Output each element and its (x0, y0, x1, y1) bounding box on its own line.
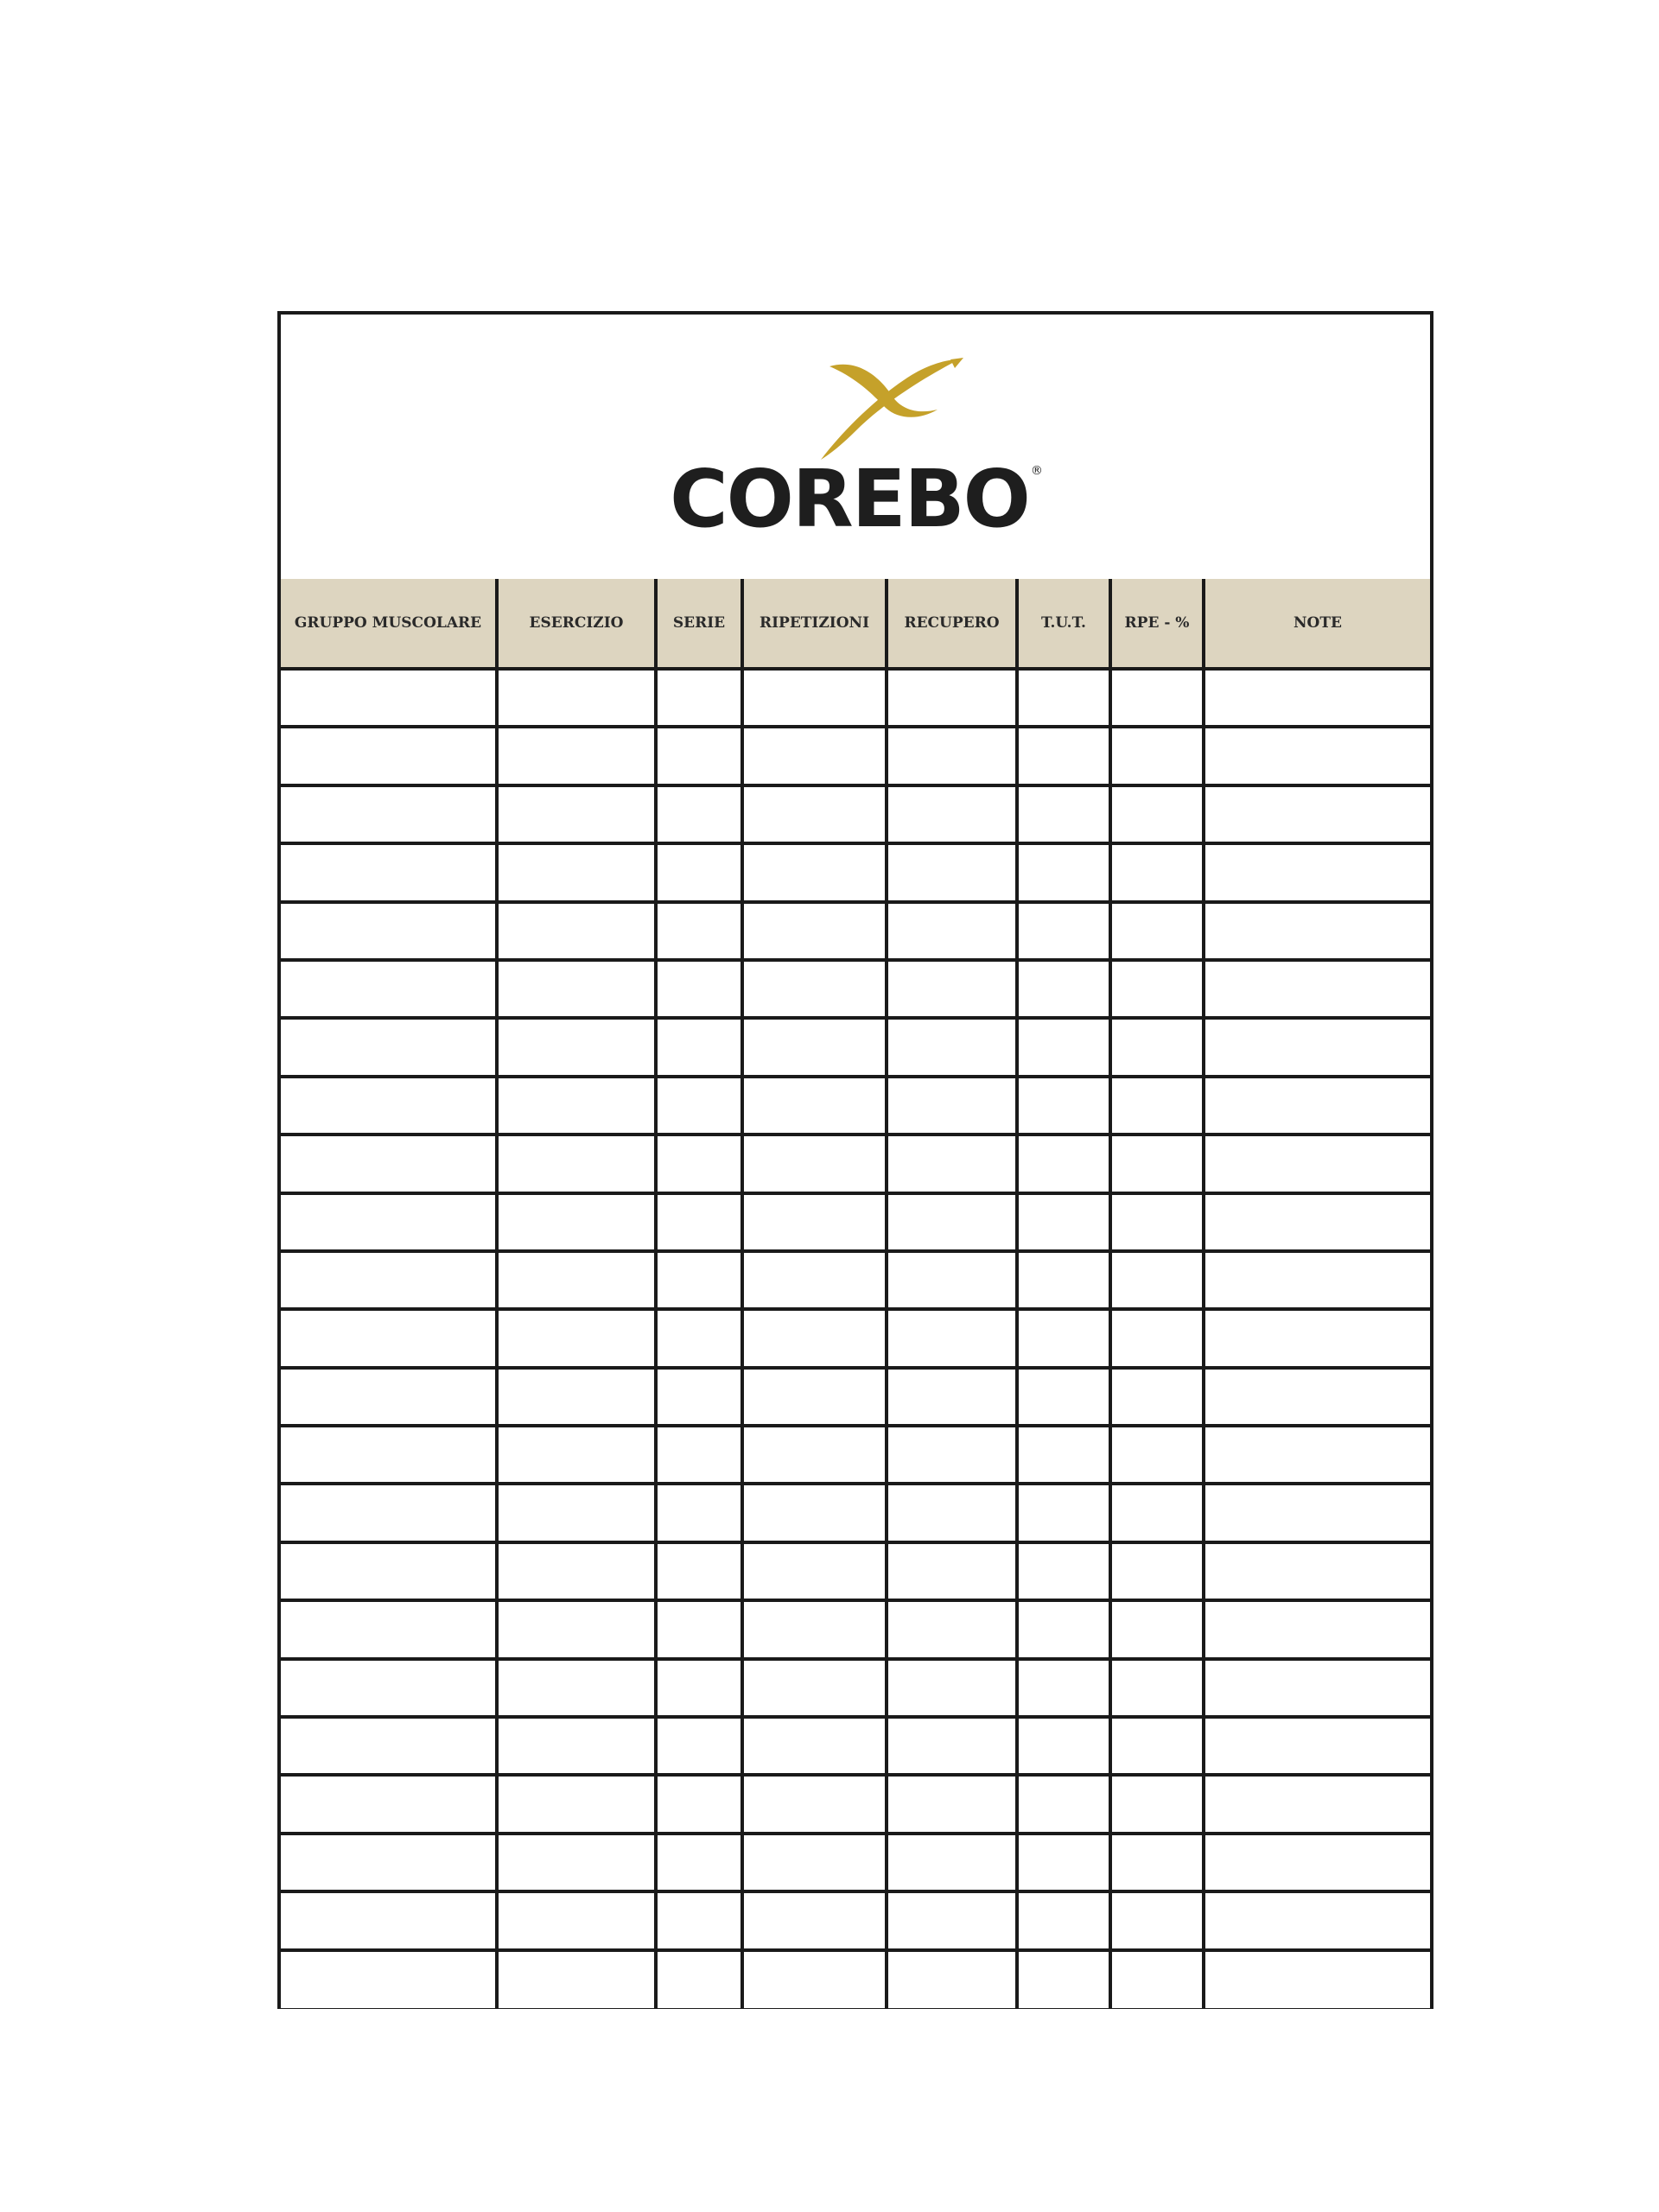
table-row (281, 1717, 1430, 1775)
table-cell[interactable] (1017, 1309, 1110, 1367)
corebo-x-swoosh-icon (791, 349, 972, 461)
table-cell[interactable] (497, 1484, 656, 1541)
table-cell[interactable] (281, 1193, 497, 1251)
table-cell[interactable] (742, 1542, 887, 1600)
table-cell[interactable] (1110, 1542, 1204, 1600)
table-cell[interactable] (497, 843, 656, 901)
table-cell[interactable] (656, 727, 742, 785)
table-row (281, 1251, 1430, 1309)
table-cell[interactable] (887, 843, 1017, 901)
table-cell[interactable] (656, 843, 742, 901)
table-cell[interactable] (887, 1891, 1017, 1949)
table-cell[interactable] (1017, 843, 1110, 901)
table-cell[interactable] (281, 1368, 497, 1426)
table-cell[interactable] (1110, 843, 1204, 901)
table-cell[interactable] (1017, 1775, 1110, 1833)
table-cell[interactable] (742, 1659, 887, 1717)
table-cell[interactable] (656, 1193, 742, 1251)
table-cell[interactable] (281, 1834, 497, 1891)
column-header-esercizio: ESERCIZIO (497, 579, 656, 669)
table-cell[interactable] (1017, 1251, 1110, 1309)
table-cell[interactable] (281, 1077, 497, 1135)
table-cell[interactable] (1017, 1426, 1110, 1484)
logo-area (281, 315, 1430, 582)
table-cell[interactable] (497, 1018, 656, 1076)
table-cell[interactable] (887, 1018, 1017, 1076)
table-cell[interactable] (656, 1600, 742, 1658)
table-header-row (281, 579, 1430, 669)
table-cell[interactable] (887, 1193, 1017, 1251)
table-cell[interactable] (497, 785, 656, 843)
table-row (281, 1542, 1430, 1600)
table-row (281, 1891, 1430, 1949)
table-cell[interactable] (281, 1426, 497, 1484)
table-cell[interactable] (656, 1251, 742, 1309)
table-cell[interactable] (1110, 902, 1204, 960)
table-cell[interactable] (1110, 1950, 1204, 2008)
column-header-recupero: RECUPERO (887, 579, 1017, 669)
table-cell[interactable] (656, 1426, 742, 1484)
table-cell[interactable] (281, 785, 497, 843)
table-cell[interactable] (1110, 785, 1204, 843)
table-cell[interactable] (742, 1834, 887, 1891)
table-cell[interactable] (656, 1018, 742, 1076)
table-cell[interactable] (656, 902, 742, 960)
table-cell[interactable] (742, 1135, 887, 1192)
table-cell[interactable] (742, 1426, 887, 1484)
table-row (281, 1018, 1430, 1076)
table-cell[interactable] (1204, 1775, 1430, 1833)
table-cell[interactable] (742, 785, 887, 843)
table-cell[interactable] (1017, 902, 1110, 960)
table-cell[interactable] (656, 1077, 742, 1135)
table-cell[interactable] (497, 1426, 656, 1484)
table-cell[interactable] (656, 1309, 742, 1367)
table-cell[interactable] (281, 843, 497, 901)
table-cell[interactable] (1110, 1891, 1204, 1949)
brand-name: COREBO (670, 453, 1029, 545)
table-cell[interactable] (281, 960, 497, 1018)
column-header-rpe: RPE - % (1110, 579, 1204, 669)
table-cell[interactable] (1017, 1834, 1110, 1891)
table-row (281, 1484, 1430, 1541)
table-cell[interactable] (742, 1950, 887, 2008)
table-cell[interactable] (1204, 1659, 1430, 1717)
table-cell[interactable] (742, 669, 887, 727)
table-cell[interactable] (1017, 1368, 1110, 1426)
registered-mark: ® (1030, 464, 1041, 478)
table-cell[interactable] (742, 1717, 887, 1775)
table-row (281, 1368, 1430, 1426)
table-cell[interactable] (1017, 1193, 1110, 1251)
table-cell[interactable] (1110, 1484, 1204, 1541)
table-cell[interactable] (497, 1251, 656, 1309)
table-row (281, 1193, 1430, 1251)
table-cell[interactable] (1204, 902, 1430, 960)
table-cell[interactable] (1017, 1659, 1110, 1717)
table-cell[interactable] (1204, 1426, 1430, 1484)
table-cell[interactable] (887, 1600, 1017, 1658)
exercise-table (281, 579, 1430, 2008)
table-cell[interactable] (1110, 1834, 1204, 1891)
table-cell[interactable] (1017, 1891, 1110, 1949)
table-cell[interactable] (1204, 1251, 1430, 1309)
table-cell[interactable] (1017, 1484, 1110, 1541)
table-cell[interactable] (1204, 1193, 1430, 1251)
table-cell[interactable] (1204, 785, 1430, 843)
table-cell[interactable] (1017, 1135, 1110, 1192)
table-cell[interactable] (1204, 1309, 1430, 1367)
table-row (281, 1135, 1430, 1192)
table-cell[interactable] (281, 1775, 497, 1833)
table-row (281, 1950, 1430, 2008)
table-cell[interactable] (1110, 1775, 1204, 1833)
table-cell[interactable] (1110, 960, 1204, 1018)
table-cell[interactable] (887, 960, 1017, 1018)
table-cell[interactable] (887, 1484, 1017, 1541)
table-row (281, 1077, 1430, 1135)
table-cell[interactable] (1017, 1542, 1110, 1600)
table-cell[interactable] (497, 1600, 656, 1658)
table-cell[interactable] (742, 902, 887, 960)
table-cell[interactable] (281, 1600, 497, 1658)
table-cell[interactable] (1017, 1950, 1110, 2008)
workout-sheet (277, 311, 1433, 2009)
table-cell[interactable] (497, 1834, 656, 1891)
table-row (281, 1775, 1430, 1833)
table-cell[interactable] (281, 1309, 497, 1367)
table-cell[interactable] (1110, 1018, 1204, 1076)
table-cell[interactable] (497, 1659, 656, 1717)
table-cell[interactable] (656, 1717, 742, 1775)
table-cell[interactable] (887, 1834, 1017, 1891)
table-cell[interactable] (887, 1542, 1017, 1600)
table-cell[interactable] (281, 669, 497, 727)
table-cell[interactable] (1204, 1077, 1430, 1135)
table-cell[interactable] (497, 1135, 656, 1192)
column-header-serie: SERIE (656, 579, 742, 669)
table-cell[interactable] (656, 1950, 742, 2008)
table-cell[interactable] (1017, 785, 1110, 843)
table-cell[interactable] (1017, 1717, 1110, 1775)
table-cell[interactable] (281, 1251, 497, 1309)
table-cell[interactable] (742, 1891, 887, 1949)
table-cell[interactable] (887, 1659, 1017, 1717)
table-cell[interactable] (887, 1309, 1017, 1367)
table-cell[interactable] (656, 1542, 742, 1600)
table-cell[interactable] (497, 1950, 656, 2008)
table-cell[interactable] (497, 1717, 656, 1775)
table-cell[interactable] (497, 1309, 656, 1367)
table-cell[interactable] (1204, 669, 1430, 727)
table-cell[interactable] (742, 727, 887, 785)
table-cell[interactable] (1204, 1950, 1430, 2008)
table-cell[interactable] (887, 785, 1017, 843)
table-cell[interactable] (1204, 1600, 1430, 1658)
table-cell[interactable] (497, 902, 656, 960)
table-cell[interactable] (1204, 1834, 1430, 1891)
table-cell[interactable] (497, 960, 656, 1018)
table-cell[interactable] (1110, 1135, 1204, 1192)
table-cell[interactable] (887, 1950, 1017, 2008)
table-cell[interactable] (1204, 960, 1430, 1018)
table-cell[interactable] (742, 1309, 887, 1367)
table-cell[interactable] (281, 1484, 497, 1541)
table-cell[interactable] (887, 669, 1017, 727)
column-header-gruppo-muscolare: GRUPPO MUSCOLARE (281, 579, 497, 669)
table-cell[interactable] (497, 727, 656, 785)
table-cell[interactable] (497, 1775, 656, 1833)
table-cell[interactable] (742, 1600, 887, 1658)
table-cell[interactable] (656, 785, 742, 843)
table-cell[interactable] (742, 1775, 887, 1833)
table-cell[interactable] (1204, 727, 1430, 785)
brand-logo (281, 453, 1430, 545)
table-row (281, 669, 1430, 727)
table-cell[interactable] (1204, 1717, 1430, 1775)
table-cell[interactable] (1110, 1717, 1204, 1775)
table-cell[interactable] (1110, 1600, 1204, 1658)
table-cell[interactable] (656, 1135, 742, 1192)
table-row (281, 785, 1430, 843)
table-cell[interactable] (497, 1891, 656, 1949)
table-cell[interactable] (656, 1834, 742, 1891)
table-cell[interactable] (1110, 1193, 1204, 1251)
table-cell[interactable] (497, 1542, 656, 1600)
table-cell[interactable] (887, 1717, 1017, 1775)
table-cell[interactable] (1017, 727, 1110, 785)
table-cell[interactable] (742, 1018, 887, 1076)
table-cell[interactable] (281, 1659, 497, 1717)
table-cell[interactable] (1204, 1484, 1430, 1541)
table-cell[interactable] (1110, 1309, 1204, 1367)
table-cell[interactable] (1017, 669, 1110, 727)
table-cell[interactable] (887, 1368, 1017, 1426)
table-cell[interactable] (742, 1193, 887, 1251)
table-cell[interactable] (742, 960, 887, 1018)
table-cell[interactable] (656, 960, 742, 1018)
table-cell[interactable] (1204, 1018, 1430, 1076)
table-cell[interactable] (742, 1077, 887, 1135)
table-cell[interactable] (656, 669, 742, 727)
table-cell[interactable] (1204, 1891, 1430, 1949)
table-cell[interactable] (887, 1135, 1017, 1192)
table-cell[interactable] (887, 1426, 1017, 1484)
table-row (281, 1659, 1430, 1717)
table-row (281, 960, 1430, 1018)
table-cell[interactable] (497, 1077, 656, 1135)
table-row (281, 843, 1430, 901)
table-cell[interactable] (887, 1251, 1017, 1309)
table-cell[interactable] (1110, 1659, 1204, 1717)
table-cell[interactable] (1204, 1368, 1430, 1426)
table-cell[interactable] (1204, 1542, 1430, 1600)
table-cell[interactable] (281, 727, 497, 785)
table-cell[interactable] (281, 1950, 497, 2008)
table-cell[interactable] (1204, 843, 1430, 901)
table-cell[interactable] (1110, 727, 1204, 785)
table-cell[interactable] (742, 1484, 887, 1541)
table-cell[interactable] (742, 1368, 887, 1426)
table-cell[interactable] (281, 1717, 497, 1775)
table-cell[interactable] (281, 1891, 497, 1949)
table-row (281, 727, 1430, 785)
column-header-note: NOTE (1204, 579, 1430, 669)
table-cell[interactable] (887, 902, 1017, 960)
table-cell[interactable] (1110, 669, 1204, 727)
table-row (281, 902, 1430, 960)
table-row (281, 1600, 1430, 1658)
table-cell[interactable] (1017, 1077, 1110, 1135)
table-row (281, 1426, 1430, 1484)
table-cell[interactable] (281, 1135, 497, 1192)
table-cell[interactable] (656, 1659, 742, 1717)
table-cell[interactable] (742, 1251, 887, 1309)
column-header-tut: T.U.T. (1017, 579, 1110, 669)
table-cell[interactable] (1110, 1368, 1204, 1426)
table-cell[interactable] (1110, 1426, 1204, 1484)
table-cell[interactable] (656, 1368, 742, 1426)
table-cell[interactable] (1110, 1251, 1204, 1309)
table-cell[interactable] (281, 1018, 497, 1076)
table-cell[interactable] (1017, 960, 1110, 1018)
table-cell[interactable] (887, 1775, 1017, 1833)
table-cell[interactable] (1110, 1077, 1204, 1135)
table-cell[interactable] (281, 1542, 497, 1600)
table-cell[interactable] (497, 1368, 656, 1426)
table-cell[interactable] (497, 1193, 656, 1251)
table-cell[interactable] (1017, 1600, 1110, 1658)
table-cell[interactable] (1017, 1018, 1110, 1076)
table-cell[interactable] (656, 1891, 742, 1949)
table-cell[interactable] (497, 669, 656, 727)
table-cell[interactable] (281, 902, 497, 960)
table-cell[interactable] (1204, 1135, 1430, 1192)
table-cell[interactable] (887, 727, 1017, 785)
table-row (281, 1309, 1430, 1367)
table-cell[interactable] (887, 1077, 1017, 1135)
table-body (281, 669, 1430, 2008)
table-row (281, 1834, 1430, 1891)
table-cell[interactable] (742, 843, 887, 901)
table-cell[interactable] (656, 1775, 742, 1833)
table-cell[interactable] (656, 1484, 742, 1541)
column-header-ripetizioni: RIPETIZIONI (742, 579, 887, 669)
